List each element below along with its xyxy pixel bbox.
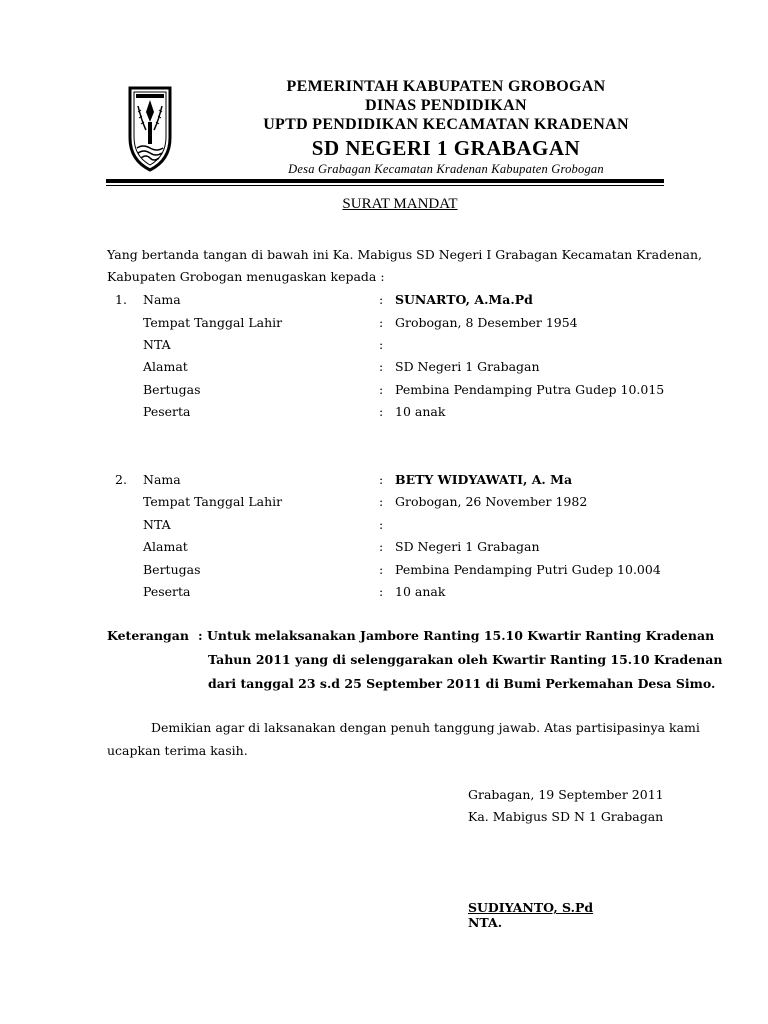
field-value: 10 anak (395, 584, 446, 599)
field-value: SD Negeri 1 Grabagan (395, 359, 540, 374)
person-name: SUNARTO, A.Ma.Pd (395, 292, 533, 307)
field-value: 10 anak (395, 404, 446, 419)
keterangan-line-1: : Untuk melaksanakan Jambore Ranting 15.10 Kwartir Ranting Kradenan (198, 628, 715, 643)
field-label: Nama (143, 472, 181, 487)
letterhead-divider-thin (106, 185, 664, 186)
letterhead-divider (106, 179, 664, 183)
signature-place-date: Grabagan, 19 September 2011 (468, 787, 664, 802)
field-colon: : (379, 292, 384, 307)
person-number: 1. (115, 292, 127, 307)
header-department-line: DINAS PENDIDIKAN (365, 97, 527, 114)
field-label: Peserta (143, 404, 191, 419)
field-colon: : (379, 315, 384, 330)
intro-line-2: Kabupaten Grobogan menugaskan kepada : (107, 269, 385, 284)
person-number: 2. (115, 472, 127, 487)
field-value: Pembina Pendamping Putra Gudep 10.015 (395, 382, 665, 397)
intro-line-1: Yang bertanda tangan di bawah ini Ka. Mabigus SD Negeri I Grabagan Kecamatan Kradenan, (107, 247, 702, 262)
keterangan-line-2: Tahun 2011 yang di selenggarakan oleh Kwartir Ranting 15.10 Kradenan (208, 652, 723, 667)
field-colon: : (379, 539, 384, 554)
letter-title: SURAT MANDAT (342, 196, 458, 212)
regency-emblem-icon (124, 82, 176, 172)
keterangan-label: Keterangan (107, 628, 189, 643)
field-colon: : (379, 584, 384, 599)
field-label: NTA (143, 517, 171, 532)
field-label: Peserta (143, 584, 191, 599)
signatory-nta: NTA. (468, 915, 503, 930)
field-colon: : (379, 472, 384, 487)
field-colon: : (379, 337, 384, 352)
closing-line-2: ucapkan terima kasih. (107, 743, 248, 758)
field-colon: : (379, 359, 384, 374)
signature-position: Ka. Mabigus SD N 1 Grabagan (468, 809, 664, 824)
field-label: Bertugas (143, 562, 201, 577)
field-colon: : (379, 404, 384, 419)
header-address: Desa Grabagan Kecamatan Kradenan Kabupaten Grobogan (288, 162, 604, 176)
field-label: Nama (143, 292, 181, 307)
closing-line-1: Demikian agar di laksanakan dengan penuh tanggung jawab. Atas partisipasinya kami (151, 720, 700, 735)
header-school-name: SD NEGERI 1 GRABAGAN (311, 136, 581, 160)
field-label: Tempat Tanggal Lahir (143, 494, 283, 509)
field-value: SD Negeri 1 Grabagan (395, 539, 540, 554)
field-label: NTA (143, 337, 171, 352)
field-colon: : (379, 562, 384, 577)
field-colon: : (379, 517, 384, 532)
field-label: Alamat (143, 359, 188, 374)
field-label: Bertugas (143, 382, 201, 397)
field-value: Grobogan, 8 Desember 1954 (395, 315, 578, 330)
header-uptd-line: UPTD PENDIDIKAN KECAMATAN KRADENAN (263, 116, 629, 133)
field-colon: : (379, 494, 384, 509)
keterangan-line-3: dari tanggal 23 s.d 25 September 2011 di Bumi Perkemahan Desa Simo. (208, 676, 716, 691)
field-value: Pembina Pendamping Putri Gudep 10.004 (395, 562, 661, 577)
field-colon: : (379, 382, 384, 397)
field-value: Grobogan, 26 November 1982 (395, 494, 588, 509)
field-label: Tempat Tanggal Lahir (143, 315, 283, 330)
person-name: BETY WIDYAWATI, A. Ma (395, 472, 573, 487)
header-government-line: PEMERINTAH KABUPATEN GROBOGAN (286, 78, 606, 95)
field-label: Alamat (143, 539, 188, 554)
signatory-name: SUDIYANTO, S.Pd (468, 900, 594, 915)
